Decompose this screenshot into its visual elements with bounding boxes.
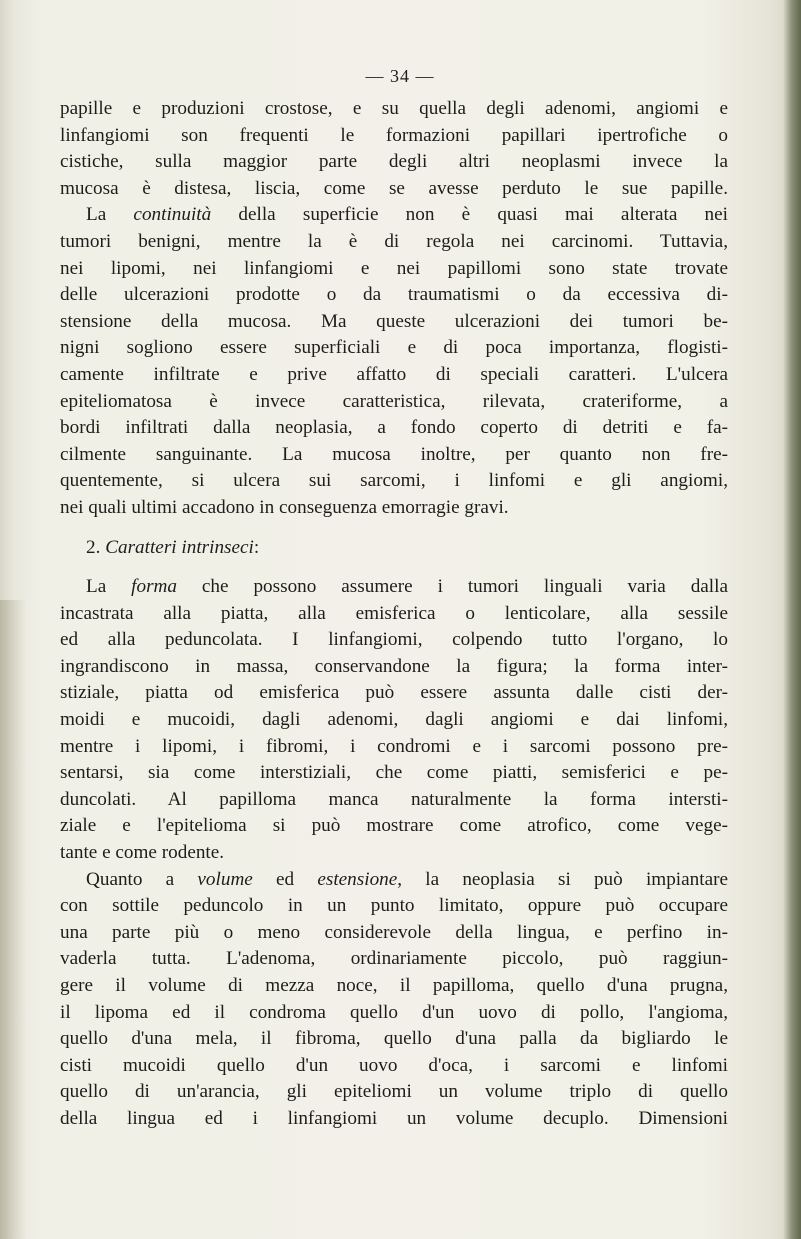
text-line: della lingua ed i linfangiomi un volume decuplo. Dimensioni: [60, 1107, 728, 1129]
section-heading: 2. Caratteri intrinseci:: [86, 536, 260, 558]
text-line: una parte più o meno considerevole della lingua, e perfino in-: [60, 921, 728, 943]
text-line: incastrata alla piatta, alla emisferica o lenticolare, alla sessile: [60, 602, 728, 624]
text-line: Quanto a volume ed estensione, la neoplasia si può impiantare: [86, 868, 728, 890]
text-line: La continuità della superficie non è quasi mai alterata nei: [86, 204, 728, 226]
body-text: [60, 96, 728, 1133]
page-edge-binding: [783, 0, 801, 1239]
text-line: bordi infiltrati dalla neoplasia, a fondo coperto di detriti e fa-: [60, 417, 728, 439]
emphasized-term: forma: [131, 576, 177, 598]
text-line: La forma che possono assumere i tumori linguali varia dalla: [86, 576, 728, 598]
text-line: tante e come rodente.: [60, 842, 225, 864]
text-line: moidi e mucoidi, dagli adenomi, dagli angiomi e dai linfomi,: [60, 709, 728, 731]
text-line: quello di un'arancia, gli epiteliomi un volume triplo di quello: [60, 1081, 728, 1103]
text-line: mentre i lipomi, i fibromi, i condromi e i sarcomi possono pre-: [60, 735, 728, 757]
emphasized-term: Caratteri intrinseci: [105, 536, 254, 558]
text-line: mucosa è distesa, liscia, come se avesse perduto le sue papille.: [60, 177, 728, 199]
text-line: vaderla tutta. L'adenoma, ordinariamente piccolo, può raggiun-: [60, 948, 728, 970]
text-line: linfangiomi son frequenti le formazioni papillari ipertrofiche o: [60, 124, 728, 146]
text-line: ziale e l'epitelioma si può mostrare come atrofico, come vege-: [60, 815, 728, 837]
text-line: camente infiltrate e prive affatto di speciali caratteri. L'ulcera: [60, 363, 728, 385]
emphasized-term: estensione: [317, 868, 398, 890]
text-line: gere il volume di mezza noce, il papilloma, quello d'una prugna,: [60, 975, 728, 996]
emphasized-term: continuità: [133, 204, 212, 226]
text-line: cistiche, sulla maggior parte degli altri neoplasmi invece la: [60, 151, 728, 173]
page-gutter-shadow: [0, 600, 26, 1239]
text-line: con sottile peduncolo in un punto limitato, oppure può occupare: [60, 895, 728, 917]
text-line: delle ulcerazioni prodotte o da traumatismi o da eccessiva di-: [60, 284, 728, 306]
emphasized-term: volume: [197, 868, 253, 890]
text-line: duncolati. Al papilloma manca naturalmente la forma intersti-: [60, 788, 728, 810]
text-line: nei quali ultimi accadono in conseguenza emorragie gravi.: [60, 496, 509, 518]
text-line: tumori benigni, mentre la è di regola nei carcinomi. Tuttavia,: [60, 230, 728, 252]
page-number: — 34 —: [365, 66, 435, 86]
text-line: il lipoma ed il condroma quello d'un uovo di pollo, l'angioma,: [60, 1001, 728, 1023]
text-line: ingrandiscono in massa, conservandone la figura; la forma inter-: [60, 655, 728, 677]
text-line: quello d'una mela, il fibroma, quello d'una palla da bigliardo le: [60, 1028, 728, 1050]
text-line: ed alla peduncolata. I linfangiomi, colpendo tutto l'organo, lo: [60, 629, 728, 651]
text-line: cilmente sanguinante. La mucosa inoltre, per quanto non fre-: [60, 443, 728, 465]
text-line: papille e produzioni crostose, e su quella degli adenomi, angiomi e: [60, 98, 728, 119]
text-line: nei lipomi, nei linfangiomi e nei papillomi sono state trovate: [60, 257, 728, 279]
text-line: quentemente, si ulcera sui sarcomi, i linfomi e gli angiomi,: [60, 470, 728, 492]
text-line: stiziale, piatta od emisferica può essere assunta dalle cisti der-: [60, 682, 728, 704]
text-line: sentarsi, sia come interstiziali, che come piatti, semisferici e pe-: [60, 762, 728, 784]
text-line: nigni sogliono essere superficiali e di poca importanza, flogisti-: [60, 337, 728, 359]
text-line: epiteliomatosa è invece caratteristica, rilevata, crateriforme, a: [60, 390, 728, 412]
text-line: cisti mucoidi quello d'un uovo d'oca, i sarcomi e linfomi: [60, 1054, 728, 1076]
text-line: stensione della mucosa. Ma queste ulcerazioni dei tumori be-: [60, 310, 728, 332]
